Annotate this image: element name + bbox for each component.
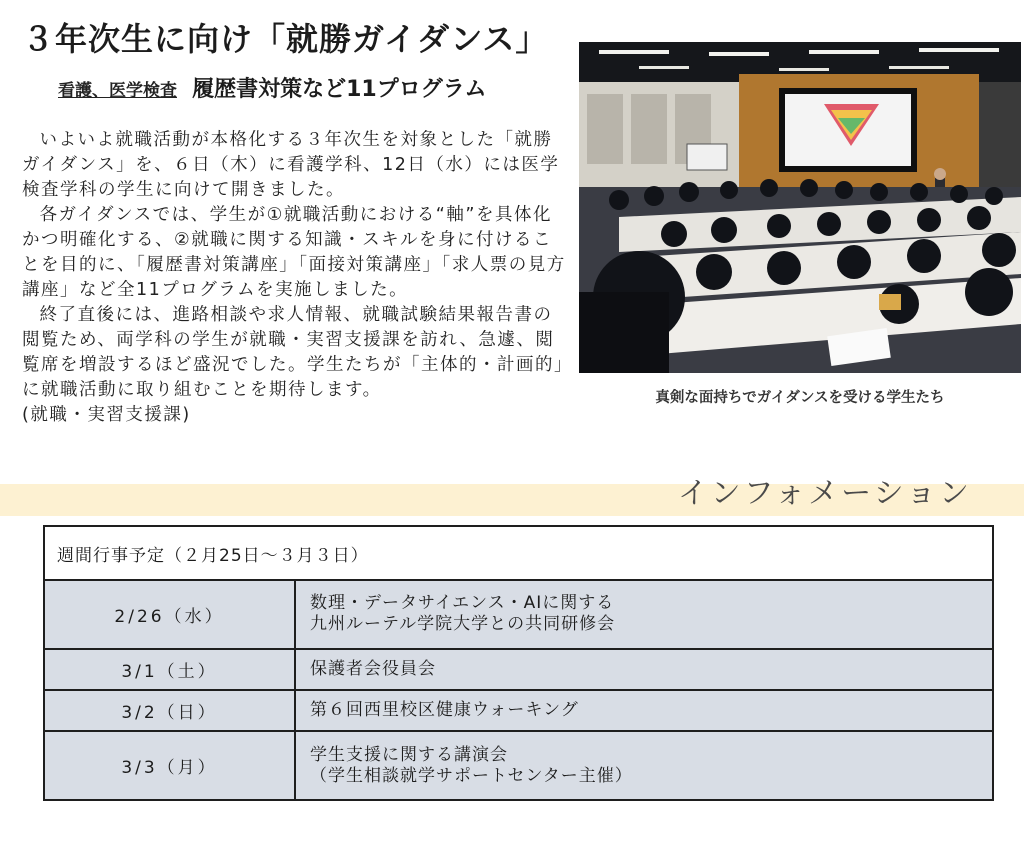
article-paragraph: 各ガイダンスでは、学生が①就職活動における“軸”を具体化かつ明確化する、②就職に関する知識・スキルを身に付けることを目的に、「履歴書対策講座」「面接対策講座」「求人票の見方講座」など全11プログラムを実施しました。 — [22, 205, 566, 300]
article-credit: (就職・実習支援課) — [22, 405, 191, 425]
schedule-event-line: 九州ルーテル学院大学との共同研修会 — [310, 614, 616, 635]
schedule-event-line: 数理・データサイエンス・AIに関する — [310, 593, 615, 614]
schedule-event — [295, 690, 993, 731]
weekly-schedule-table — [43, 525, 994, 801]
article-headline: ３年次生に向け「就勝ガイダンス」 — [22, 20, 549, 58]
schedule-date: 3/1（土） — [44, 649, 295, 690]
schedule-date: 3/2（日） — [44, 690, 295, 731]
schedule-date: 3/3（月） — [44, 731, 295, 800]
table-row — [44, 690, 993, 731]
schedule-date: 2/26（水） — [44, 580, 295, 649]
subheadline-departments: 看護、医学検査 — [58, 81, 177, 101]
article-paragraph: いよいよ就職活動が本格化する３年次生を対象とした「就勝ガイダンス」を、６日（木）に看護学科、12日（水）には医学検査学科の学生に向けて開きました。 — [22, 130, 560, 200]
article-paragraph: 終了直後には、進路相談や求人情報、就職試験結果報告書の閲覧ため、両学科の学生が就職・実習支援課を訪れ、急遽、閲覧席を増設するほど盛況でした。学生たちが「主体的・計画的」に就職活動に取り組むことを期待します。 — [22, 305, 565, 400]
schedule-event-line: 学生支援に関する講演会 — [310, 744, 508, 765]
table-row — [44, 580, 993, 649]
lecture-hall-illustration — [579, 42, 1021, 373]
subheadline-main: 履歴書対策など11プログラム — [192, 77, 487, 102]
schedule-event — [295, 731, 993, 800]
information-title: インフォメーション — [677, 476, 972, 511]
table-row — [44, 649, 993, 690]
photo-caption: 真剣な面持ちでガイダンスを受ける学生たち — [655, 390, 945, 406]
schedule-event-line: 第６回西里校区健康ウォーキング — [310, 700, 579, 721]
article-subheadline — [58, 72, 487, 103]
schedule-header-row — [44, 526, 993, 580]
schedule-event — [295, 580, 993, 649]
schedule-event-line: 保護者会役員会 — [310, 658, 436, 679]
lecture-hall-photo — [579, 42, 1021, 373]
schedule-event-line: （学生相談就学サポートセンター主催） — [310, 765, 633, 786]
article-body — [22, 128, 570, 428]
schedule-event — [295, 649, 993, 690]
schedule-header: 週間行事予定（２月25日～３月３日） — [44, 526, 993, 580]
table-row — [44, 731, 993, 800]
